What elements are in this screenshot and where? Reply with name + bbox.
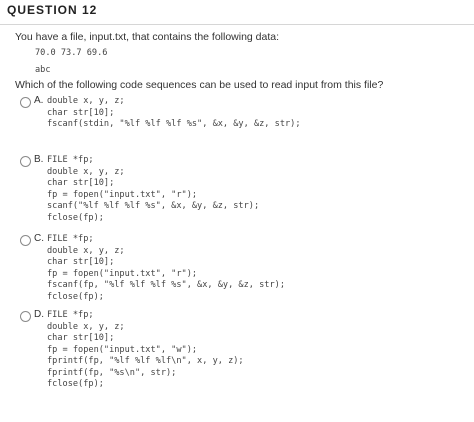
code-line: fprintf(fp, "%s\n", str); bbox=[47, 367, 177, 378]
code-line: FILE *fp; bbox=[47, 155, 94, 165]
code-line: fp = fopen("input.txt", "w"); bbox=[47, 344, 198, 355]
code-line: fclose(fp); bbox=[47, 212, 104, 223]
code-line: char str[10]; bbox=[47, 107, 115, 118]
question-ask: Which of the following code sequences can be used to read input from this file? bbox=[15, 79, 384, 91]
question-title: QUESTION 12 bbox=[7, 3, 98, 17]
code-line: fclose(fp); bbox=[47, 291, 104, 302]
code-line: double x, y, z; bbox=[47, 245, 125, 256]
option-b-radio[interactable] bbox=[20, 156, 31, 167]
code-line: scanf("%lf %lf %lf %s", &x, &y, &z, str); bbox=[47, 201, 260, 211]
option-a-code bbox=[47, 96, 301, 131]
code-line: fp = fopen("input.txt", "r"); bbox=[47, 189, 198, 200]
code-line: double x, y, z; bbox=[47, 96, 125, 106]
question-header bbox=[0, 0, 474, 25]
option-c-code bbox=[47, 234, 285, 303]
data-line-1: 70.0 73.7 69.6 bbox=[35, 48, 108, 58]
option-a-letter: A. bbox=[34, 95, 44, 106]
code-line: fclose(fp); bbox=[47, 379, 104, 389]
code-line: fscanf(stdin, "%lf %lf %lf %s", &x, &y, &z, str); bbox=[47, 119, 301, 129]
option-d-letter: D. bbox=[34, 309, 44, 320]
option-d-code bbox=[47, 310, 244, 391]
code-line: double x, y, z; bbox=[47, 321, 125, 332]
option-b-code bbox=[47, 155, 259, 224]
data-line-2: abc bbox=[35, 65, 51, 75]
option-c-radio[interactable] bbox=[20, 235, 31, 246]
option-d-radio[interactable] bbox=[20, 311, 31, 322]
code-line: char str[10]; bbox=[47, 178, 115, 188]
code-line: fscanf(fp, "%lf %lf %lf %s", &x, &y, &z, str); bbox=[47, 280, 285, 290]
question-prompt: You have a file, input.txt, that contains the following data: bbox=[15, 31, 280, 43]
code-line: double x, y, z; bbox=[47, 166, 125, 177]
code-line: FILE *fp; bbox=[47, 310, 94, 320]
code-line: char str[10]; bbox=[47, 257, 115, 267]
code-line: fp = fopen("input.txt", "r"); bbox=[47, 268, 198, 279]
code-line: fprintf(fp, "%lf %lf %lf\n", x, y, z); bbox=[47, 356, 244, 366]
option-b-letter: B. bbox=[34, 154, 44, 165]
option-c-letter: C. bbox=[34, 233, 44, 244]
code-line: char str[10]; bbox=[47, 333, 115, 343]
option-a-radio[interactable] bbox=[20, 97, 31, 108]
code-line: FILE *fp; bbox=[47, 234, 94, 244]
